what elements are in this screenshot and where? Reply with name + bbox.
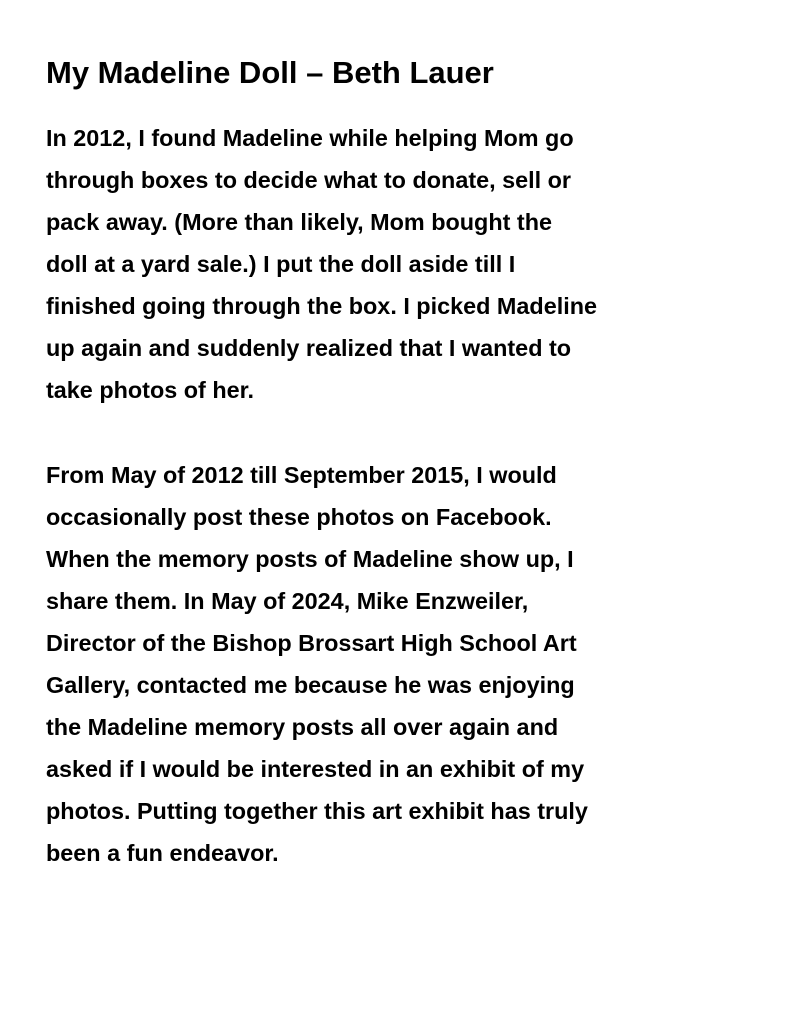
paragraph-line: occasionally post these photos on Facebook. bbox=[46, 504, 552, 530]
paragraph-line: finished going through the box. I picked Madeline bbox=[46, 293, 597, 319]
paragraph-line: the Madeline memory posts all over again and bbox=[46, 714, 559, 740]
paragraph-line: through boxes to decide what to donate, sell or bbox=[46, 167, 572, 193]
paragraph-line: pack away. (More than likely, Mom bought the bbox=[46, 209, 553, 235]
paragraph-line: share them. In May of 2024, Mike Enzweiler, bbox=[46, 588, 529, 614]
paragraph-line: doll at a yard sale.) I put the doll aside till I bbox=[46, 251, 516, 277]
paragraph-line: In 2012, I found Madeline while helping Mom go bbox=[46, 125, 574, 151]
document-title: My Madeline Doll – Beth Lauer bbox=[46, 55, 494, 90]
paragraph-line: Director of the Bishop Brossart High School Art bbox=[46, 630, 577, 656]
paragraph-line: Gallery, contacted me because he was enjoying bbox=[46, 672, 575, 698]
paragraph-line: take photos of her. bbox=[46, 377, 254, 403]
paragraph-line: asked if I would be interested in an exhibit of my bbox=[46, 756, 585, 782]
paragraph-line: From May of 2012 till September 2015, I would bbox=[46, 462, 557, 488]
paragraph-line: When the memory posts of Madeline show up, I bbox=[46, 546, 574, 572]
paragraph-line: up again and suddenly realized that I wanted to bbox=[46, 335, 572, 361]
paragraph-line: been a fun endeavor. bbox=[46, 840, 279, 866]
paragraph-line: photos. Putting together this art exhibit has truly bbox=[46, 798, 588, 824]
